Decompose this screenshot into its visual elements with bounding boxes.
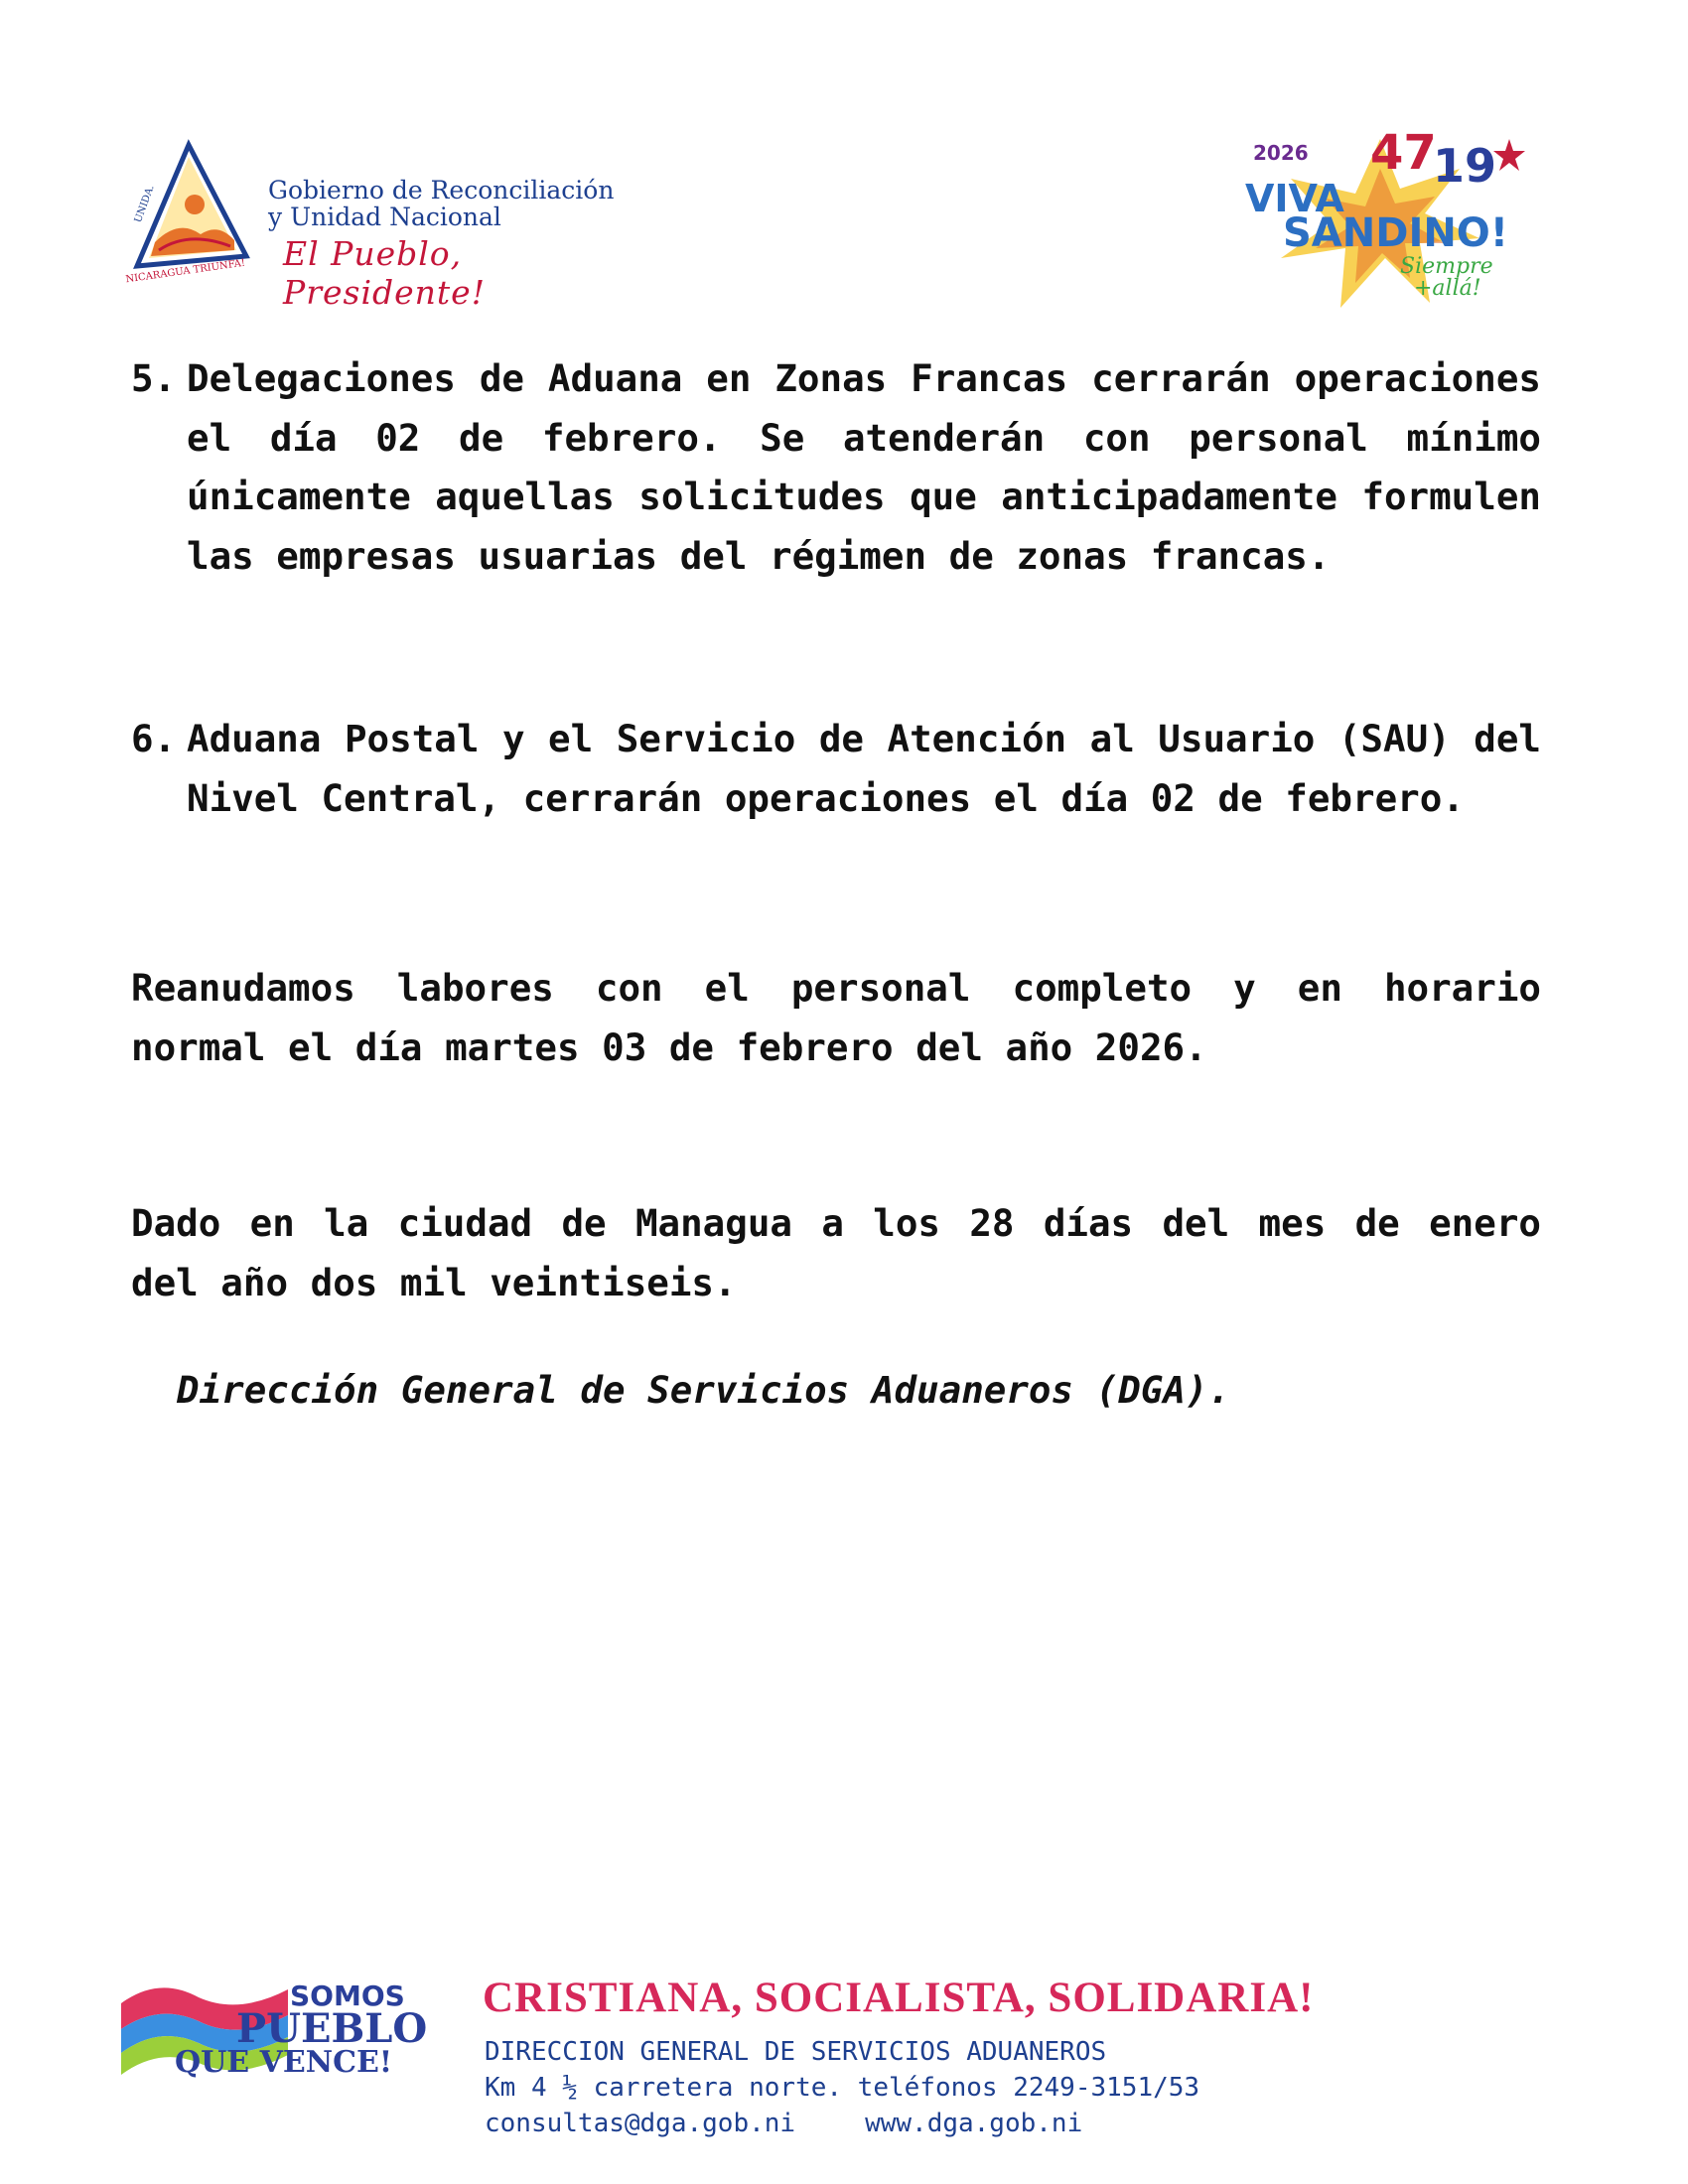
list-item-text: Delegaciones de Aduana en Zonas Francas cerrarán operaciones el día 02 de febrero. Se atenderán con personal mínimo únicamente aquellas solicitudes que anticipadamente formulen las empresas usuarias del régimen de zonas francas. [187,356,1541,578]
footer-contact [485,2109,1082,2138]
viva-sandino-logo [1231,119,1529,318]
somos-pueblo-logo [119,1976,428,2095]
logo-alla-word: +allá! [1414,276,1481,301]
logo-number-19: 19 [1433,139,1497,193]
resume-paragraph: Reanudamos labores con el personal completo y en horario normal el día martes 03 de febrero del año 2026. [131,966,1541,1069]
logo-triunfa-text: NICARAGUA TRIUNFA! [124,257,246,286]
list-item-number: 5. [131,356,177,400]
government-logo [119,139,675,312]
list-item-number: 6. [131,717,177,760]
list-item-6 [131,710,1541,828]
logo-viva: VIVA [1245,177,1344,220]
signature-line: Dirección General de Servicios Aduaneros (DGA). [177,1368,1231,1412]
government-name-line2: y Unidad Nacional [268,203,501,231]
footer-email[interactable]: consultas@dga.gob.ni [485,2109,796,2138]
government-slogan: El Pueblo, Presidente! [283,234,486,312]
footer-logo-pueblo: PUEBLO [236,2005,428,2052]
logo-sandino: SANDINO! [1283,210,1509,256]
list-item-5 [131,349,1541,586]
list-item-text: Aduana Postal y el Servicio de Atención al Usuario (SAU) del Nivel Central, cerrarán operaciones el día 02 de febrero. [187,717,1541,820]
government-name-line1: Gobierno de Reconciliación [268,176,615,205]
logo-siempre [1400,256,1493,300]
footer-website[interactable]: www.dga.gob.ni [865,2109,1083,2138]
footer-motto: CRISTIANA, SOCIALISTA, SOLIDARIA! [483,1975,1315,2021]
footer-logo-somos: SOMOS [290,1979,405,2012]
footer-address: Km 4 ½ carretera norte. teléfonos 2249-3151/53 [485,2073,1200,2103]
footer-logo-vence: QUE VENCE! [175,2045,393,2080]
logo-siempre-word: Siempre [1400,254,1493,279]
logo-year: 2026 [1253,141,1309,165]
footer-organization: DIRECCION GENERAL DE SERVICIOS ADUANEROS [485,2037,1107,2067]
logo-unida-text: UNIDA. [132,184,157,224]
given-paragraph: Dado en la ciudad de Managua a los 28 días del mes de enero del año dos mil veintiseis. [131,1201,1541,1304]
logo-number-47: 47 [1370,125,1437,181]
